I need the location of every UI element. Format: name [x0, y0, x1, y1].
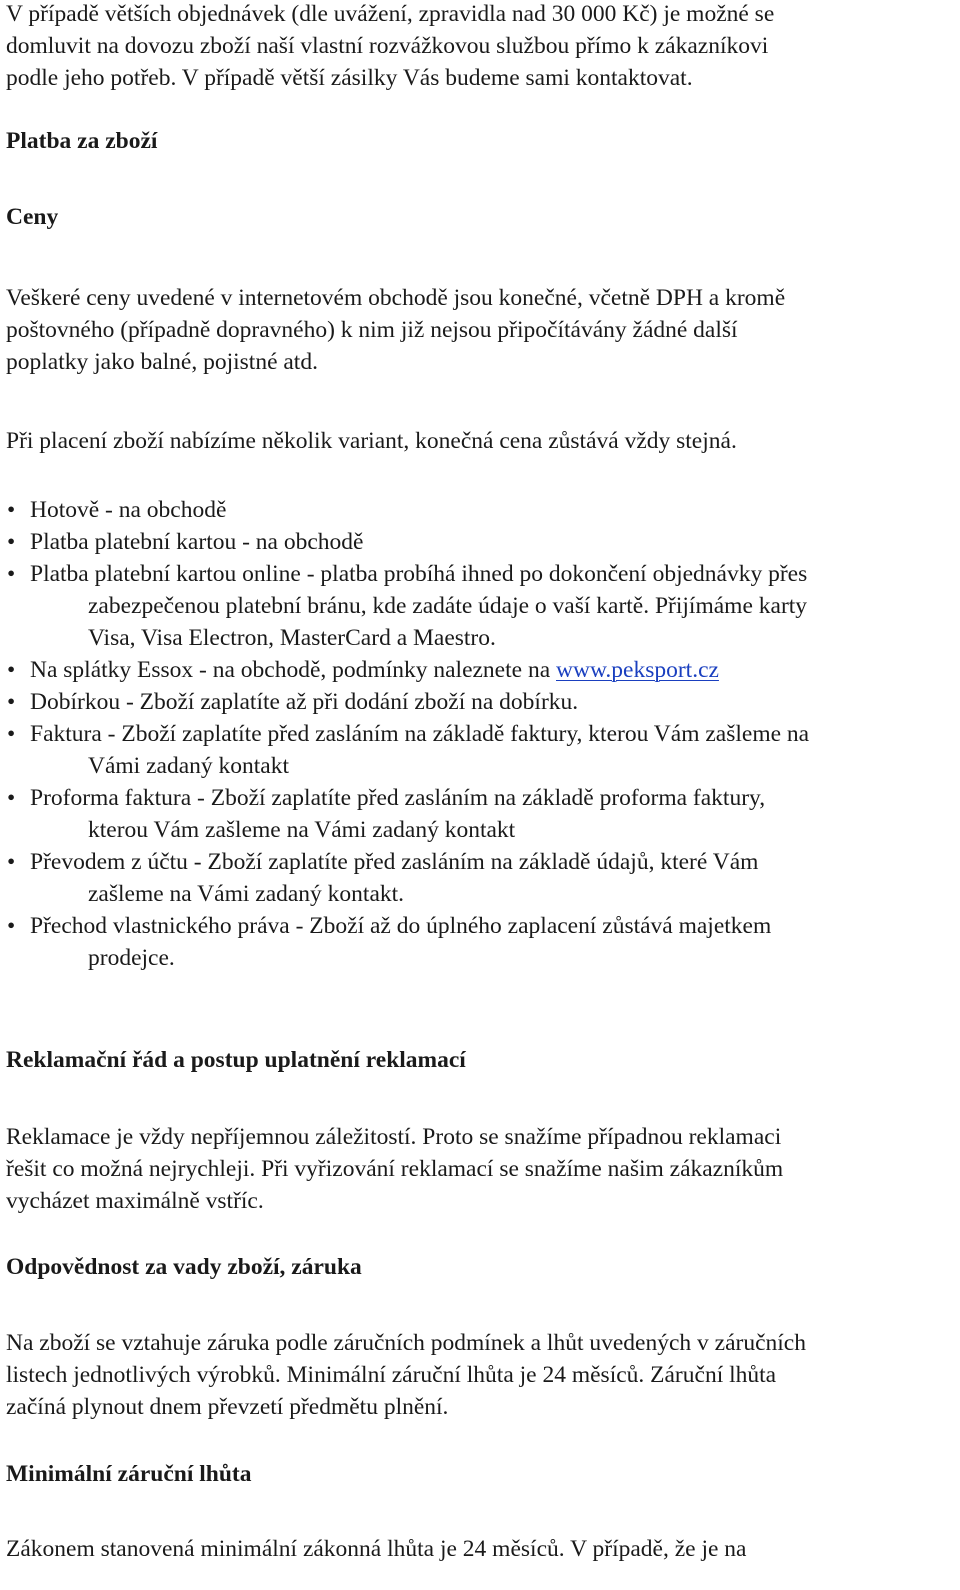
- list-item-card-online: [6, 558, 954, 654]
- bullet-glyph: •: [7, 561, 16, 587]
- heading-claims: Reklamační řád a postup uplatnění reklamací: [6, 1047, 466, 1073]
- heading-min-warranty: Minimální záruční lhůta: [6, 1461, 252, 1487]
- list-item-proforma: [6, 782, 954, 846]
- list-item-ownership: [6, 910, 954, 974]
- peksport-link[interactable]: www.peksport.cz: [556, 657, 719, 683]
- prices-paragraph: [6, 282, 954, 378]
- list-item-text: Přechod vlastnického práva - Zboží až do úplného zaplacení zůstává majetkem: [30, 913, 772, 939]
- delivery-line-1: V případě větších objednávek (dle uvážení, zpravidla nad 30 000 Kč) je možné se: [6, 1, 775, 27]
- list-item-continuation: Vámi zadaný kontakt: [88, 753, 289, 779]
- list-item-text: Platba platební kartou - na obchodě: [30, 529, 364, 555]
- list-item-card-store: [6, 526, 954, 558]
- bullet-glyph: •: [7, 497, 16, 523]
- list-item-text: Převodem z účtu - Zboží zaplatíte před zasláním na základě údajů, které Vám: [30, 849, 759, 875]
- delivery-paragraph: [6, 0, 954, 94]
- list-item-text: Na splátky Essox - na obchodě, podmínky naleznete na: [30, 657, 556, 683]
- bullet-glyph: •: [7, 529, 16, 555]
- list-item-continuation: kterou Vám zašleme na Vámi zadaný kontakt: [88, 817, 516, 843]
- bullet-glyph: •: [7, 689, 16, 715]
- prices-line-1: Veškeré ceny uvedené v internetovém obchodě jsou konečné, včetně DPH a kromě: [6, 285, 786, 311]
- claims-line-2: řešit co možná nejrychleji. Při vyřizování reklamací se snažíme našim zákazníkům: [6, 1156, 784, 1182]
- list-item-continuation: Visa, Visa Electron, MasterCard a Maestro.: [88, 625, 496, 651]
- prices-line-2: poštovného (případně dopravného) k nim již nejsou připočítávány žádné další: [6, 317, 738, 343]
- liability-line-3: začíná plynout dnem převzetí předmětu plnění.: [6, 1394, 449, 1420]
- list-item-text: Faktura - Zboží zaplatíte před zasláním na základě faktury, kterou Vám zašleme na: [30, 721, 810, 747]
- list-item-continuation: zabezpečenou platební bránu, kde zadáte údaje o vaší kartě. Přijímáme karty: [88, 593, 808, 619]
- bullet-glyph: •: [7, 721, 16, 747]
- payment-methods-list: [6, 494, 954, 974]
- prices-line-3: poplatky jako balné, pojistné atd.: [6, 349, 318, 375]
- list-item-text: Dobírkou - Zboží zaplatíte až při dodání zboží na dobírku.: [30, 689, 579, 715]
- list-item-text: Platba platební kartou online - platba probíhá ihned po dokončení objednávky přes: [30, 561, 808, 587]
- liability-paragraph: [6, 1327, 954, 1423]
- list-item-transfer: [6, 846, 954, 910]
- list-item-essox: [6, 654, 954, 686]
- list-item-text: Hotově - na obchodě: [30, 497, 227, 523]
- heading-payment: Platba za zboží: [6, 128, 158, 154]
- bullet-glyph: •: [7, 785, 16, 811]
- list-item-text: Proforma faktura - Zboží zaplatíte před zasláním na základě proforma faktury,: [30, 785, 766, 811]
- heading-liability: Odpovědnost za vady zboží, záruka: [6, 1254, 362, 1280]
- list-item-cod: [6, 686, 954, 718]
- delivery-line-2: domluvit na dovozu zboží naší vlastní rozvážkovou službou přímo k zákazníkovi: [6, 33, 769, 59]
- list-item-continuation: zašleme na Vámi zadaný kontakt.: [88, 881, 405, 907]
- bullet-glyph: •: [7, 657, 16, 683]
- claims-paragraph: [6, 1121, 954, 1217]
- list-item-invoice: [6, 718, 954, 782]
- liability-line-1: Na zboží se vztahuje záruka podle záručních podmínek a lhůt uvedených v záručních: [6, 1330, 806, 1356]
- list-item-cash: [6, 494, 954, 526]
- list-item-continuation: prodejce.: [88, 945, 175, 971]
- min-warranty-paragraph: [6, 1533, 954, 1565]
- heading-prices: Ceny: [6, 204, 59, 230]
- bullet-glyph: •: [7, 849, 16, 875]
- liability-line-2: listech jednotlivých výrobků. Minimální záruční lhůta je 24 měsíců. Záruční lhůta: [6, 1362, 777, 1388]
- payment-intro: Při placení zboží nabízíme několik variant, konečná cena zůstává vždy stejná.: [6, 428, 737, 454]
- claims-line-1: Reklamace je vždy nepříjemnou záležitostí. Proto se snažíme případnou reklamaci: [6, 1124, 782, 1150]
- bullet-glyph: •: [7, 913, 16, 939]
- claims-line-3: vycházet maximálně vstříc.: [6, 1188, 264, 1214]
- delivery-line-3: podle jeho potřeb. V případě větší zásilky Vás budeme sami kontaktovat.: [6, 65, 693, 91]
- min-warranty-line-1: Zákonem stanovená minimální zákonná lhůta je 24 měsíců. V případě, že je na: [6, 1536, 747, 1562]
